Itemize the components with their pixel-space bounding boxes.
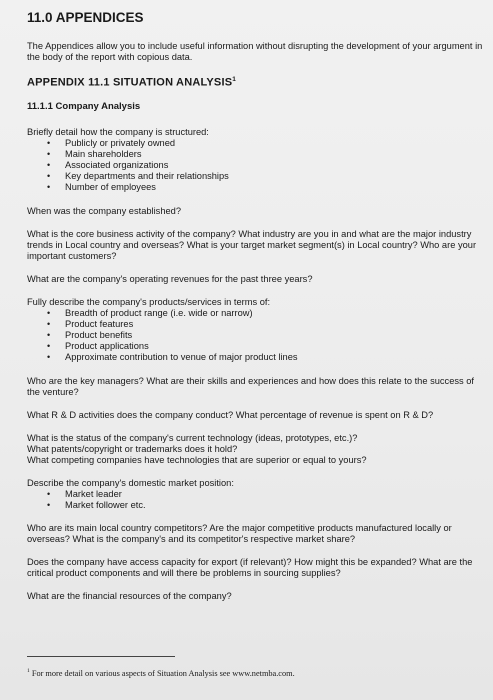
question-rnd: What R & D activities does the company conduct? What percentage of revenue is spent on R & D? <box>27 409 434 420</box>
footnote <box>27 666 295 679</box>
question-core-business: What is the core business activity of the company? What industry are you in and what are the major industry trends in Local country and overseas? What is your target market segment(s) in Local country? Who are your important customers? <box>27 228 477 261</box>
list-item: • Market leader <box>47 488 122 499</box>
intro-paragraph: The Appendices allow you to include useful information without disrupting the development of your argument in the body of the report with copious data. <box>27 41 483 62</box>
technology-questions <box>27 433 483 466</box>
structure-list <box>27 138 483 194</box>
bullet-icon: • <box>47 148 51 159</box>
structure-prompt: Briefly detail how the company is structured: <box>27 126 209 137</box>
appendix-heading-text: APPENDIX 11.1 SITUATION ANALYSIS <box>27 76 233 89</box>
list-item: • Number of employees <box>47 182 156 193</box>
list-item: • Product features <box>47 318 134 329</box>
bullet-icon: • <box>47 307 51 318</box>
question-financial: What are the financial resources of the company? <box>27 591 232 602</box>
list-item: • Associated organizations <box>47 160 169 171</box>
list-item: • Market follower etc. <box>47 499 146 510</box>
question-revenues: What are the company's operating revenues for the past three years? <box>27 273 313 284</box>
appendix-heading <box>27 76 483 89</box>
subsection-heading: 11.1.1 Company Analysis <box>27 100 141 112</box>
list-item: • Publicly or privately owned <box>47 137 176 148</box>
question-technology-status: What is the status of the company's current technology (ideas, prototypes, etc.)? <box>27 432 358 443</box>
question-export: Does the company have access capacity for export (if relevant)? How might this be expanded? What are the critical product components and will there be problems in sourcing supplies? <box>27 557 473 579</box>
bullet-icon: • <box>47 318 51 329</box>
bullet-icon: • <box>47 499 51 510</box>
bullet-icon: • <box>47 171 51 182</box>
question-established: When was the company established? <box>27 205 182 216</box>
bullet-icon: • <box>47 182 51 193</box>
appendix-footnote-ref: 1 <box>232 76 237 83</box>
market-list <box>27 489 483 511</box>
bullet-icon: • <box>47 341 51 352</box>
bullet-icon: • <box>47 488 51 499</box>
list-item: • Product applications <box>47 341 149 352</box>
bullet-icon: • <box>47 330 51 341</box>
products-list <box>27 308 483 364</box>
question-technology-competitors: What competing companies have technologies that are superior or equal to yours? <box>27 454 367 465</box>
list-item: • Approximate contribution to venue of major product lines <box>47 352 298 363</box>
footnote-divider <box>27 656 175 657</box>
bullet-icon: • <box>47 160 51 171</box>
bullet-icon: • <box>47 137 51 148</box>
page-title: 11.0 APPENDICES <box>27 10 144 25</box>
list-item: • Main shareholders <box>47 148 142 159</box>
footnote-mark: 1 <box>27 668 30 674</box>
market-prompt: Describe the company's domestic market position: <box>27 477 234 488</box>
products-prompt: Fully describe the company's products/services in terms of: <box>27 296 271 307</box>
question-technology-patents: What patents/copyright or trademarks does it hold? <box>27 443 238 454</box>
bullet-icon: • <box>47 352 51 363</box>
question-managers: Who are the key managers? What are their skills and experiences and how does this relate to the success of the venture? <box>27 375 474 397</box>
list-item: • Breadth of product range (i.e. wide or narrow) <box>47 307 253 318</box>
question-competitors: Who are its main local country competitors? Are the major competitive products manufactured locally or overseas? What is the company's and its competitor's respective market share? <box>27 523 452 545</box>
footnote-text: For more detail on various aspects of Situation Analysis see www.netmba.com. <box>29 668 295 678</box>
list-item: • Product benefits <box>47 330 133 341</box>
list-item: • Key departments and their relationships <box>47 171 229 182</box>
